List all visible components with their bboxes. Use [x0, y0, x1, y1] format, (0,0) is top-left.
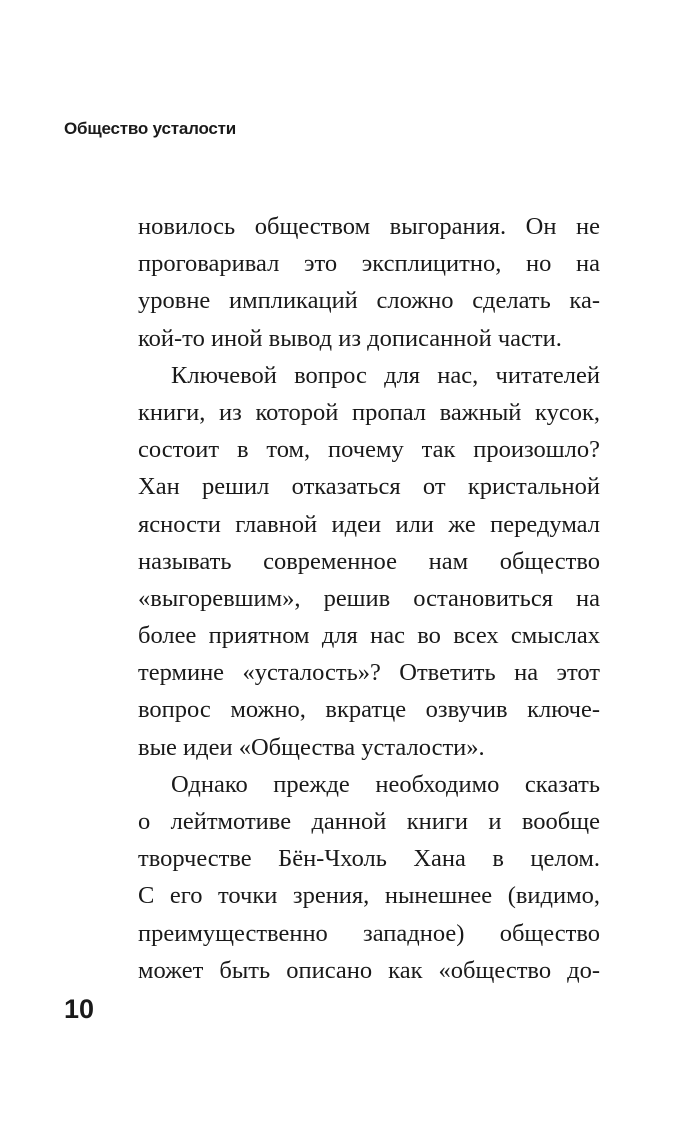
text-line: может быть описано как «общество до-	[138, 956, 600, 984]
paragraph	[138, 357, 600, 766]
text-line: вопрос можно, вкратце озвучив ключе-	[138, 696, 600, 724]
paragraph	[138, 208, 600, 357]
page-number: 10	[64, 994, 95, 1024]
text-line: о лейтмотиве данной книги и вообще	[138, 808, 600, 835]
text-line: новилось обществом выгорания. Он не	[138, 213, 600, 240]
text-line: книги, из которой пропал важный кусок,	[138, 398, 600, 426]
text-line: преимущественно западное) общество	[138, 919, 600, 947]
text-line: вые идеи «Общества усталости».	[138, 733, 485, 761]
text-line: творчестве Бён-Чхоль Хана в целом.	[138, 845, 600, 873]
body-text	[138, 208, 600, 989]
text-line: проговаривал это эксплицитно, но на	[138, 250, 600, 278]
text-line: более приятном для нас во всех смыслах	[138, 622, 600, 650]
text-line: Хан решил отказаться от кристальной	[138, 473, 600, 501]
text-line: уровне импликаций сложно сделать ка-	[138, 287, 600, 315]
text-line: Однако прежде необходимо сказать	[171, 770, 600, 798]
running-head-title: Общество усталости	[64, 119, 237, 138]
paragraph	[138, 766, 600, 989]
text-line: кой-то иной вывод из дописанной части.	[138, 324, 562, 352]
text-line: термине «усталость»? Ответить на этот	[138, 659, 600, 687]
text-line: С его точки зрения, нынешнее (видимо,	[138, 882, 600, 910]
text-line: состоит в том, почему так произошло?	[138, 436, 600, 464]
text-line: называть современное нам общество	[138, 547, 600, 575]
text-line: Ключевой вопрос для нас, читателей	[171, 361, 600, 389]
text-line: ясности главной идеи или же передумал	[138, 510, 600, 538]
text-line: «выгоревшим», решив остановиться на	[138, 584, 600, 612]
